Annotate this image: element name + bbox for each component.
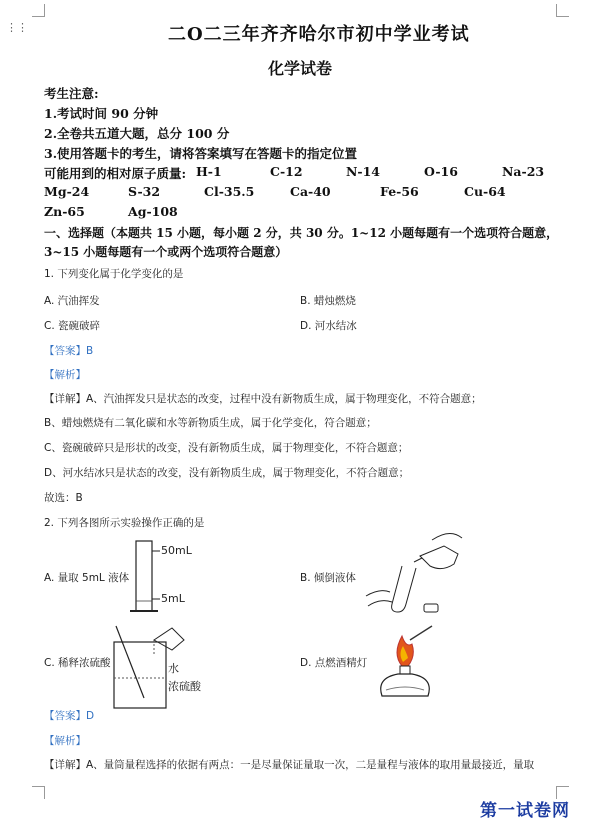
section-heading-line-2: 3~15 小题每题有一个或两个选项符合题意） [44, 245, 288, 259]
cylinder-label-bottom: 5mL [161, 592, 185, 605]
atomic-mass-item: H-1 [196, 164, 222, 179]
q2-analysis-label: 【解析】 [44, 735, 86, 747]
atomic-mass-item: Fe-56 [380, 184, 419, 199]
crop-mark-bottom-left [32, 786, 45, 799]
acid-label: 浓硫酸 [168, 680, 201, 693]
q2-option-d: D. 点燃酒精灯 [300, 657, 368, 669]
cylinder-label-top: 50mL [161, 544, 192, 557]
atomic-mass-item: Na-23 [502, 164, 545, 179]
q2-detail-1: 【详解】A、量筒量程选择的依据有两点：一是尽量保证量取一次，二是量程与液体的取用量最接近，量取 [44, 759, 535, 771]
alcohol-lamp-figure [372, 618, 462, 704]
q1-stem: 1. 下列变化属于化学变化的是 [44, 268, 184, 280]
q1-option-b: B. 蜡烛燃烧 [300, 295, 356, 307]
q1-analysis-label: 【解析】 [44, 369, 86, 381]
diluting-acid-figure [108, 622, 218, 712]
atomic-mass-item: Cu-64 [464, 184, 506, 199]
notice-line-2: 2.全卷共五道大题，总分 100 分 [44, 126, 230, 141]
water-label: 水 [168, 662, 179, 675]
pouring-liquid-figure [362, 526, 472, 618]
notice-line-1: 1.考试时间 90 分钟 [44, 106, 159, 121]
page-subtitle: 化学试卷 [268, 59, 333, 78]
atomic-mass-item: Zn-65 [44, 204, 85, 219]
page-title: 二O二三年齐齐哈尔市初中学业考试 [168, 24, 470, 45]
q1-answer: 【答案】B [44, 345, 94, 357]
q1-option-a: A. 汽油挥发 [44, 295, 100, 307]
crop-mark-top-right [556, 4, 569, 17]
section-heading-line-1: 一、选择题（本题共 15 小题，每小题 2 分，共 30 分。1~12 小题每题有一个选项符合题意， [44, 226, 559, 240]
q1-detail-3: C、瓷碗破碎只是形状的改变，没有新物质生成，属于物理变化，不符合题意； [44, 442, 409, 454]
q2-option-c: C. 稀释浓硫酸 [44, 657, 111, 669]
q2-answer: 【答案】D [44, 710, 95, 722]
q1-option-d: D. 河水结冰 [300, 320, 357, 332]
crop-mark-top-left [32, 4, 45, 17]
atomic-mass-item: O-16 [424, 164, 458, 179]
atomic-mass-label: 可能用到的相对原子质量: [44, 166, 187, 181]
q1-conclusion: 故选：B [44, 492, 83, 504]
notice-heading: 考生注意: [44, 86, 99, 101]
q1-option-c: C. 瓷碗破碎 [44, 320, 101, 332]
atomic-mass-item: N-14 [346, 164, 381, 179]
atomic-mass-item: Ca-40 [290, 184, 331, 199]
atomic-mass-item: S-32 [128, 184, 161, 199]
q1-detail-1: 【详解】A、汽油挥发只是状态的改变，过程中没有新物质生成，属于物理变化，不符合题意； [44, 393, 482, 405]
q1-detail-2: B、蜡烛燃烧有二氧化碳和水等新物质生成，属于化学变化，符合题意； [44, 417, 377, 429]
drag-handle-icon[interactable]: ⋮⋮ [6, 21, 28, 34]
q1-detail-4: D、河水结冰只是状态的改变，没有新物质生成，属于物理变化，不符合题意； [44, 467, 410, 479]
q2-stem: 2. 下列各图所示实验操作正确的是 [44, 517, 205, 529]
q2-option-b: B. 倾倒液体 [300, 572, 356, 584]
atomic-mass-item: Cl-35.5 [204, 184, 255, 199]
atomic-mass-item: Mg-24 [44, 184, 90, 199]
notice-line-3: 3.使用答题卡的考生，请将答案填写在答题卡的指定位置 [44, 146, 358, 161]
atomic-mass-item: C-12 [270, 164, 303, 179]
graduated-cylinder-figure [128, 535, 218, 615]
atomic-mass-item: Ag-108 [128, 204, 178, 219]
q2-option-a: A. 量取 5mL 液体 [44, 572, 130, 584]
watermark-text: 第一试卷网 [480, 801, 570, 821]
